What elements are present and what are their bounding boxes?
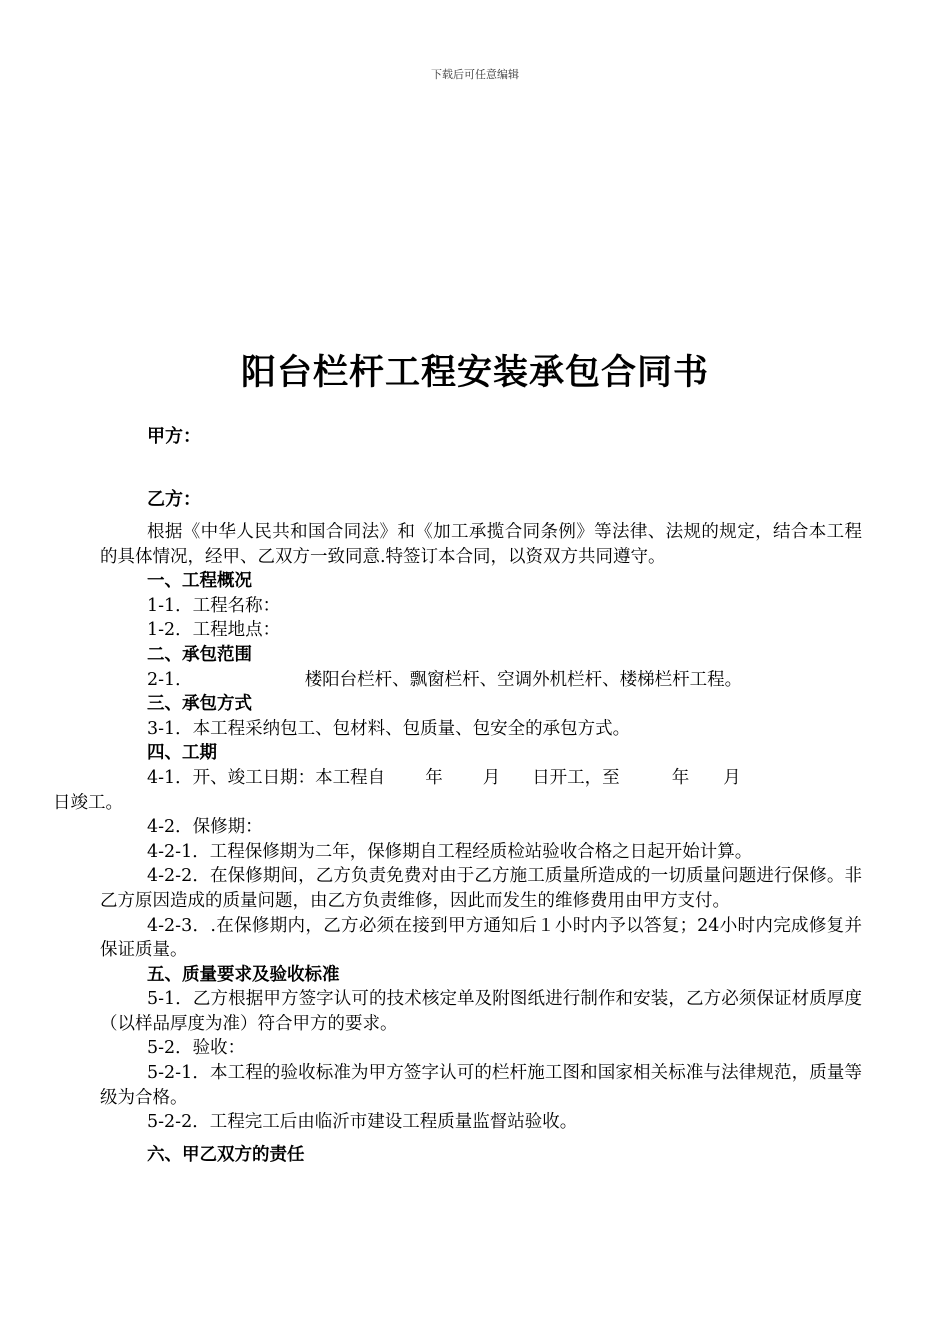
start-month-label: 月 [482,767,501,788]
warranty-label: 4-2．保修期： [147,817,263,838]
quality-requirement: 5-1．乙方根据甲方签字认可的技术核定单及附图纸进行制作和安装，乙方必须保证材质厚度（以样品厚度为准）符合甲方的要求。 [100,989,862,1034]
intro-paragraph: 根据《中华人民共和国合同法》和《加工承揽合同条例》等法律、法规的规定，结合本工程的具体情况，经甲、乙双方一致同意.特签订本合同，以资双方共同遵守。 [100,522,862,567]
header-note: 下载后可任意编辑 [431,68,519,81]
section-4-heading: 四、工期 [147,743,217,764]
contract-body [53,520,862,1167]
project-location-line: 1-2．工程地点： [147,620,281,641]
scope-line [100,668,862,693]
schedule-start-text: 4-1．开、竣工日期：本工程自 [147,767,386,788]
schedule-line [53,766,862,815]
start-day-label: 日开工，至 [532,767,620,788]
section-6-heading: 六、甲乙双方的责任 [147,1144,305,1165]
section-2-heading: 二、承包范围 [147,644,252,665]
party-a-label: 甲方： [147,426,201,447]
scope-text: 楼阳台栏杆、飘窗栏杆、空调外机栏杆、楼梯栏杆工程。 [304,669,743,690]
schedule-end-text: 日竣工。 [53,792,123,813]
party-b-label: 乙方： [147,489,201,510]
start-year-label: 年 [425,767,443,788]
section-3-heading: 三、承包方式 [147,694,252,715]
scope-prefix: 2-1． [147,669,193,690]
project-name-line: 1-1．工程名称： [147,595,281,616]
acceptance-standard: 5-2-1．本工程的验收标准为甲方签字认可的栏杆施工图和国家相关标准与法律规范，质量等级为合格。 [100,1063,862,1108]
acceptance-label: 5-2．验收： [147,1038,246,1059]
warranty-term: 4-2-1．工程保修期为二年，保修期自工程经质检站验收合格之日起开始计算。 [147,841,753,862]
warranty-repair: 4-2-2．在保修期间，乙方负责免费对由于乙方施工质量所造成的一切质量问题进行保修。非乙方原因造成的质量问题，由乙方负责维修，因此而发生的维修费用由甲方支付。 [100,866,862,911]
end-year-label: 年 [671,767,690,788]
document-title: 阳台栏杆工程安装承包合同书 [240,353,709,393]
warranty-response: 4-2-3．.在保修期内，乙方必须在接到甲方通知后１小时内予以答复；24小时内完成修复并保证质量。 [100,915,862,961]
acceptance-authority: 5-2-2．工程完工后由临沂市建设工程质量监督站验收。 [147,1112,578,1133]
section-5-heading: 五、质量要求及验收标准 [147,964,340,985]
section-1-heading: 一、工程概况 [147,571,252,592]
contract-method-line: 3-1．本工程采纳包工、包材料、包质量、包安全的承包方式。 [147,718,631,739]
end-month-label: 月 [723,767,741,788]
